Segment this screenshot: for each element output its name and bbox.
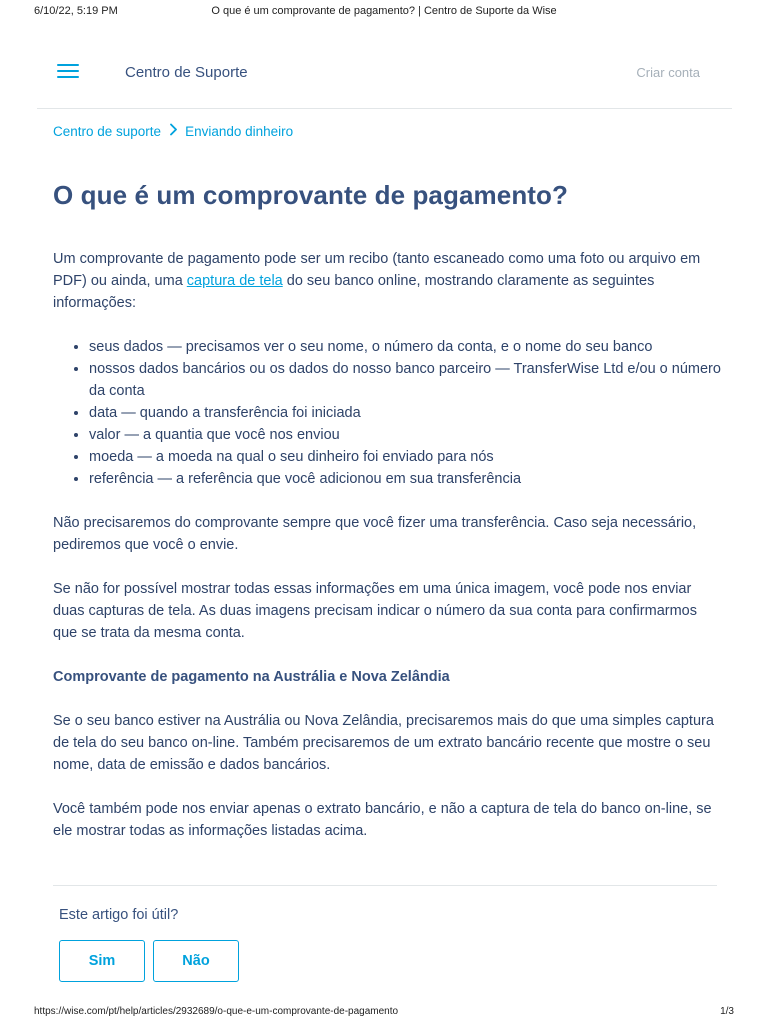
print-datetime: 6/10/22, 5:19 PM <box>34 5 118 17</box>
article-title: O que é um comprovante de pagamento? <box>53 180 569 210</box>
paragraph-bank-statement: Você também pode nos enviar apenas o extrato bancário, e não a captura de tela do banco on-line, se ele mostrar todas as informações listadas acima. <box>53 801 712 839</box>
help-center-brand[interactable]: Centro de Suporte <box>125 64 248 81</box>
feedback-no-button[interactable]: Não <box>153 940 239 982</box>
chevron-right-icon <box>169 123 178 140</box>
feedback-yes-button[interactable]: Sim <box>59 940 145 982</box>
intro-text-before: Um comprovante de pagamento pode ser um recibo (tanto escaneado como uma foto ou arquivo em PDF) ou ainda, uma <box>53 251 701 289</box>
article-body <box>53 248 725 842</box>
screenshot-link[interactable]: captura de tela <box>186 273 283 289</box>
list-item: • moeda — a moeda na qual o seu dinheiro foi enviado para nós <box>89 446 725 468</box>
print-document-title: O que é um comprovante de pagamento? | Centro de Suporte da Wise <box>211 5 557 17</box>
hamburger-icon[interactable] <box>57 60 79 82</box>
print-page-number: 1/3 <box>720 1006 734 1017</box>
article-intro <box>53 248 725 314</box>
paragraph-not-always-needed: Não precisaremos do comprovante sempre que você fizer uma transferência. Caso seja necessário, pediremos que você o envie. <box>53 515 697 553</box>
breadcrumb-item-help-center[interactable]: Centro de suporte <box>53 124 162 139</box>
intro-text-after: do seu banco online, mostrando claramente as seguintes informações: <box>53 273 655 311</box>
print-url: https://wise.com/pt/help/articles/2932689/o-que-e-um-comprovante-de-pagamento <box>34 1006 399 1017</box>
print-header <box>0 0 768 20</box>
list-item: • seus dados — precisamos ver o seu nome, o número da conta, e o nome do seu banco <box>89 336 725 358</box>
feedback-question: Este artigo foi útil? <box>59 907 179 923</box>
create-account-link[interactable]: Criar conta <box>636 65 700 80</box>
print-footer <box>0 1002 768 1024</box>
paragraph-two-screenshots: Se não for possível mostrar todas essas informações em uma única imagem, você pode nos enviar duas capturas de tela. As duas imagens precisam indicar o número da sua conta para confirmarmos que se trata da mesma conta. <box>53 581 697 641</box>
feedback-divider <box>53 885 717 886</box>
required-info-list <box>53 336 725 490</box>
paragraph-australia-nz: Se o seu banco estiver na Austrália ou Nova Zelândia, precisaremos mais do que uma simples captura de tela do seu banco on-line. Também precisaremos de um extrato bancário recente que mostre o seu nome, data de emissão e dados bancários. <box>53 713 714 773</box>
breadcrumb-item-sending-money[interactable]: Enviando dinheiro <box>185 124 294 139</box>
list-item: • valor — a quantia que você nos enviou <box>89 424 725 446</box>
list-item: • referência — a referência que você adicionou em sua transferência <box>89 468 725 490</box>
top-navigation-bar <box>37 50 732 109</box>
list-item: • nossos dados bancários ou os dados do nosso banco parceiro — TransferWise Ltd e/ou o número da conta <box>89 358 725 402</box>
section-heading-australia-nz: Comprovante de pagamento na Austrália e Nova Zelândia <box>53 669 450 685</box>
breadcrumb <box>53 123 293 140</box>
list-item: • data — quando a transferência foi iniciada <box>89 402 725 424</box>
